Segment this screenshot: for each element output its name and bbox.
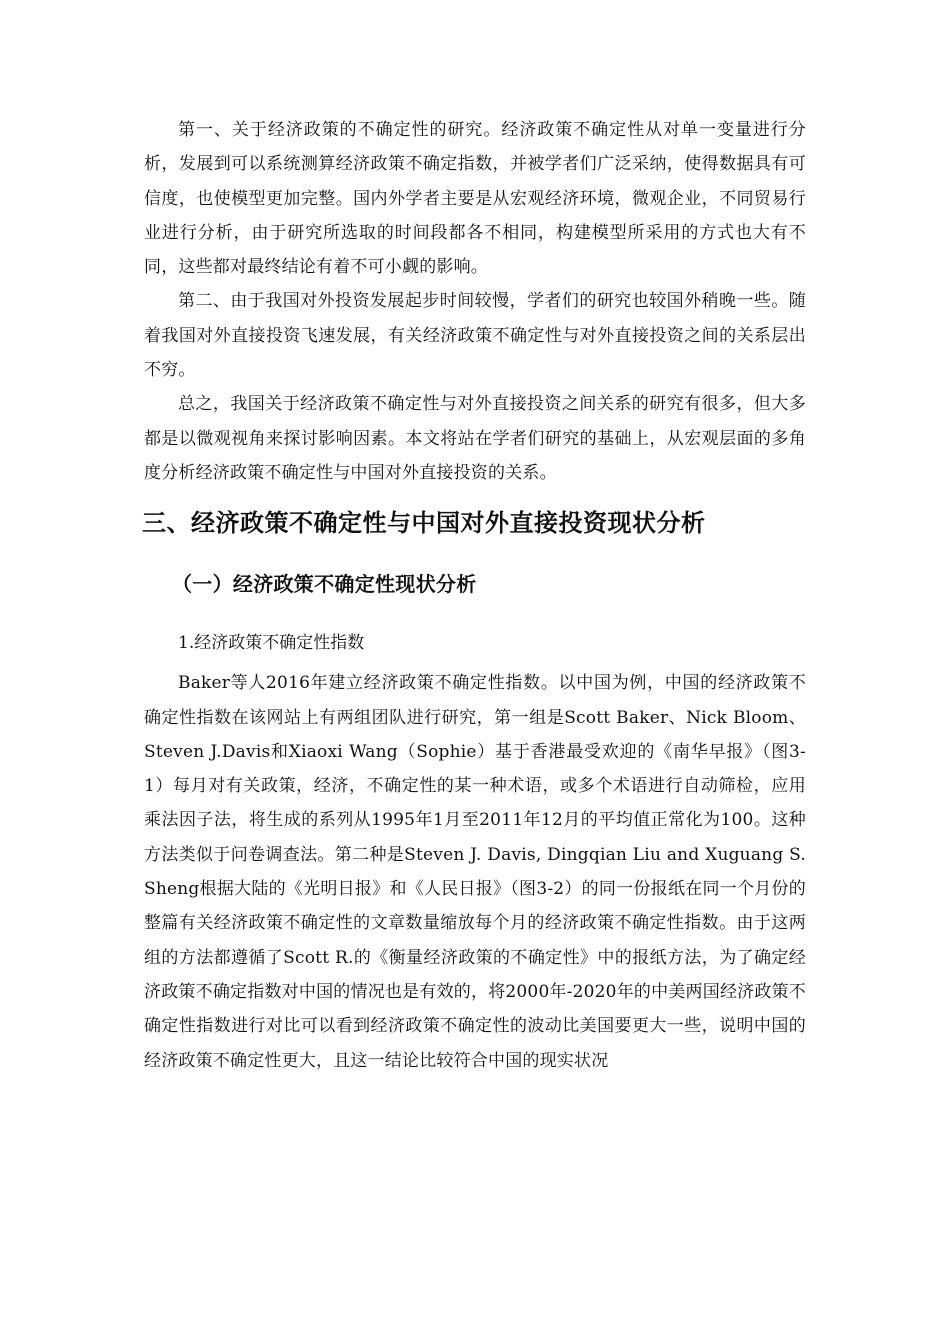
section-heading: 三、经济政策不确定性与中国对外直接投资现状分析 <box>142 509 706 538</box>
paragraph-domestic-research: 第二、由于我国对外投资发展起步时间较慢，学者们的研究也较国外稍晚一些。随着我国对外直接投资飞速发展，有关经济政策不确定性与对外直接投资之间的关系层出不穷。 <box>144 291 806 381</box>
paragraph-summary: 总之，我国关于经济政策不确定性与对外直接投资之间关系的研究有很多，但大多都是以微观视角来探讨影响因素。本文将站在学者们研究的基础上，从宏观层面的多角度分析经济政策不确定性与中国对外直接投资的关系。 <box>144 394 806 483</box>
document-page <box>144 113 806 1078</box>
paragraph-epu-index: Baker等人2016年建立经济政策不确定性指数。以中国为例，中国的经济政策不确定性指数在该网站上有两组团队进行研究，第一组是Scott Baker、Nick Bloom、Steven J.Davis和Xiaoxi Wang（Sophie）基于香港最受欢迎的《南华早报》（图3-1）每月对有关政策，经济，不确定性的某一种术语，或多个术语进行自动筛检，应用乘法因子法，将生成的系列从1995年1月至2011年12月的平均值正常化为100。这种方法类似于问卷调查法。第二种是Steven J. Davis, Dingqian Liu and Xuguang S. Sheng根据大陆的《光明日报》和《人民日报》（图3-2）的同一份报纸在同一个月份的整篇有关经济政策不确定性的文章数量缩放每个月的经济政策不确定性指数。由于这两组的方法都遵循了Scott R.的《衡量经济政策的不确定性》中的报纸方法，为了确定经济政策不确定指数对中国的情况也是有效的，将2000年-2020年的中美两国经济政策不确定性指数进行对比可以看到经济政策不确定性的波动比美国要更大一些，说明中国的经济政策不确定性更大，且这一结论比较符合中国的现实状况 <box>144 673 806 1071</box>
subsection-heading: （一）经济政策不确定性现状分析 <box>172 572 477 597</box>
paragraph-policy-uncertainty-research: 第一、关于经济政策的不确定性的研究。经济政策不确定性从对单一变量进行分析，发展到可以系统测算经济政策不确定指数，并被学者们广泛采纳，使得数据具有可信度，也使模型更加完整。国内外学者主要是从宏观经济环境，微观企业，不同贸易行业进行分析，由于研究所选取的时间段都各不相同，构建模型所采用的方式也大有不同，这些都对最终结论有着不可小觑的影响。 <box>144 120 806 278</box>
subsubsection-heading: 1.经济政策不确定性指数 <box>178 633 365 654</box>
